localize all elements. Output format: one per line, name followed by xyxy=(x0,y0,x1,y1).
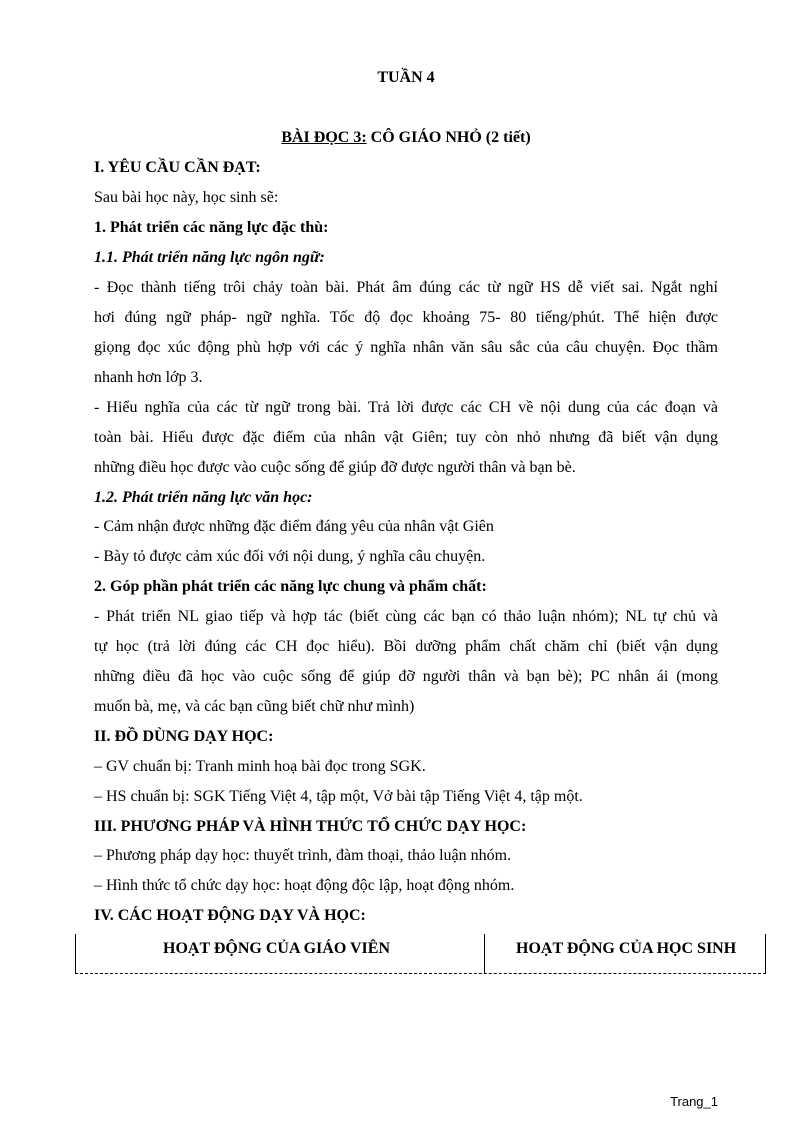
lesson-label: BÀI ĐỌC 3: xyxy=(281,129,367,146)
section-4-heading: IV. CÁC HOẠT ĐỘNG DẠY VÀ HỌC: xyxy=(94,907,366,924)
paragraph-line: những điều đã học vào cuộc sống để giúp đỡ người thân và bạn bè); PC nhân ái (mong xyxy=(94,668,718,685)
section-1-1-2-heading: 1.2. Phát triển năng lực văn học: xyxy=(94,489,313,506)
section-1-heading: I. YÊU CẦU CẦN ĐẠT: xyxy=(94,159,261,176)
paragraph-line: - Phát triển NL giao tiếp và hợp tác (biết cùng các bạn có thảo luận nhóm); NL tự chủ và xyxy=(94,608,718,625)
paragraph-line: – GV chuẩn bị: Tranh minh hoạ bài đọc trong SGK. xyxy=(94,758,426,775)
week-title: TUẦN 4 xyxy=(377,69,435,86)
paragraph-line: muốn bà, mẹ, và các bạn cũng biết chữ như mình) xyxy=(94,698,415,715)
section-1-2-heading: 2. Góp phần phát triển các năng lực chung và phẩm chất: xyxy=(94,578,487,595)
paragraph-line: - Cảm nhận được những đặc điểm đáng yêu của nhân vật Giên xyxy=(94,518,494,535)
section-2-heading: II. ĐỒ DÙNG DẠY HỌC: xyxy=(94,728,274,745)
paragraph-line: - Đọc thành tiếng trôi chảy toàn bài. Phát âm đúng các từ ngữ HS dễ viết sai. Ngắt nghỉ xyxy=(94,279,718,296)
paragraph-line: – Phương pháp dạy học: thuyết trình, đàm thoại, thảo luận nhóm. xyxy=(94,847,512,864)
page-number: Trang_1 xyxy=(670,1094,718,1109)
section-1-1-heading: 1. Phát triển các năng lực đặc thù: xyxy=(94,219,329,236)
paragraph-line: toàn bài. Hiểu được đặc điểm của nhân vật Giên; tuy còn nhỏ nhưng đã biết vận dụng xyxy=(94,429,718,446)
paragraph-line: – HS chuẩn bị: SGK Tiếng Việt 4, tập một, Vở bài tập Tiếng Việt 4, tập một. xyxy=(94,788,583,805)
section-1-1-1-heading: 1.1. Phát triển năng lực ngôn ngữ: xyxy=(94,249,325,266)
paragraph-line: – Hình thức tổ chức dạy học: hoạt động độc lập, hoạt động nhóm. xyxy=(94,877,515,894)
lesson-name: CÔ GIÁO NHỎ (2 tiết) xyxy=(366,129,531,146)
paragraph-line: nhanh hơn lớp 3. xyxy=(94,369,203,386)
activities-table-header xyxy=(75,934,766,974)
section-1-intro: Sau bài học này, học sinh sẽ: xyxy=(94,189,279,206)
lesson-title xyxy=(94,128,718,148)
paragraph-line: giọng đọc xúc động phù hợp với các ý nghĩa nhân văn sâu sắc của câu chuyện. Đọc thầm xyxy=(94,339,718,356)
paragraph-line: - Hiểu nghĩa của các từ ngữ trong bài. Trả lời được các CH về nội dung của các đoạn và xyxy=(94,399,718,416)
paragraph-line: hơi đúng ngữ pháp- ngữ nghĩa. Tốc độ đọc khoảng 75- 80 tiếng/phút. Thể hiện được xyxy=(94,309,718,326)
section-3-heading: III. PHƯƠNG PHÁP VÀ HÌNH THỨC TỔ CHỨC DẠY HỌC: xyxy=(94,818,527,835)
paragraph-line: những điều học được vào cuộc sống để giúp đỡ được người thân và bạn bè. xyxy=(94,459,576,476)
column-divider xyxy=(484,934,485,974)
paragraph-line: - Bày tỏ được cảm xúc đối với nội dung, ý nghĩa câu chuyện. xyxy=(94,548,486,565)
teacher-column-header: HOẠT ĐỘNG CỦA GIÁO VIÊN xyxy=(163,940,390,957)
paragraph-line: tự học (trả lời đúng các CH đọc hiểu). Bồi dưỡng phẩm chất chăm chỉ (biết vận dụng xyxy=(94,638,718,655)
student-column-header: HOẠT ĐỘNG CỦA HỌC SINH xyxy=(516,940,737,957)
